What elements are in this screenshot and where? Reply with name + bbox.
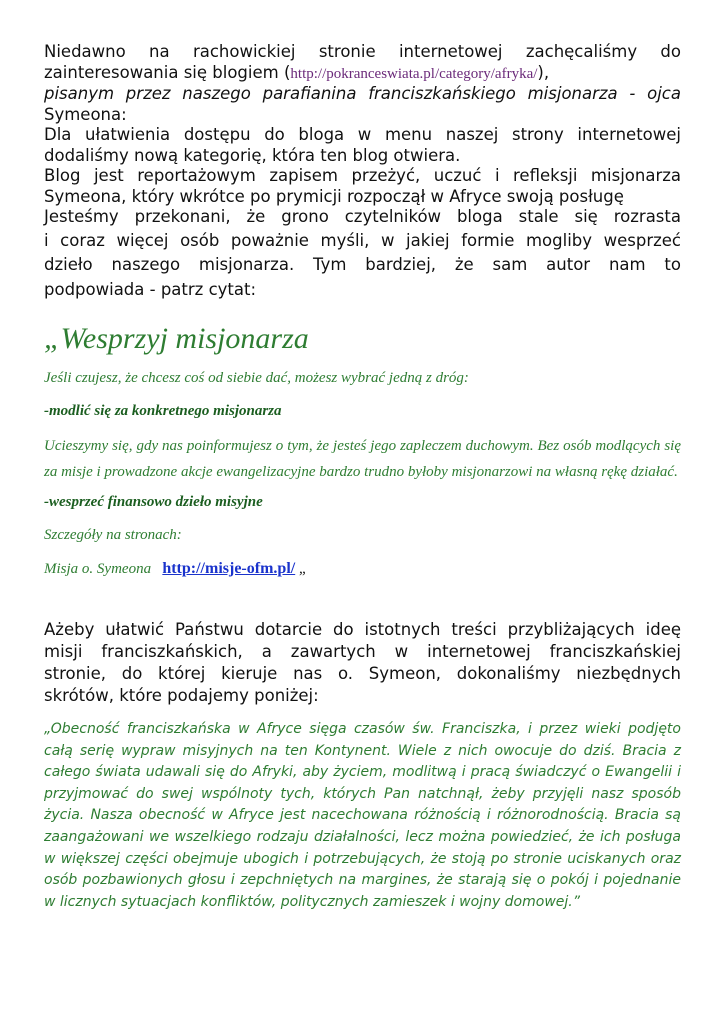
citation-lead: Jeśli czujesz, że chcesz coś od siebie dać, możesz wybrać jedną z dróg: (44, 370, 469, 386)
closing-quote-mark: „ (298, 561, 306, 577)
citation-title: „Wesprzyj misjonarza (44, 322, 309, 355)
intro-line-2 (44, 63, 681, 85)
intro-line-2-tail: ), (537, 62, 550, 82)
franciscan-quote: „Obecność franciszkańska w Afryce sięga czasów św. Franciszka, i przez wieki podjęto całą serię wypraw misyjnych na ten Kontynent. Wiele z nich owocuje do dziś. Bracia z całego świata udawali się do Afryki, aby życiem, modlitwą i pracą świadczyć o Ewangelii i przyjmować do swej wspólnoty tych, których Pan natchnął, żeby przyjęli nasz sposób życia. Nasza obecność w Afryce jest nacechowana różnością i różnorodnością. Bracia są zaangażowani we wszelkiego rodzaju działalności, lecz można powiedzieć, że ich posługa w większej części obejmuje ubogich i potrzebujących, że stoją po stronie uciskanych oraz osób pozbawionych głosu i zepchniętych na margines, że starają się o pokój i pojednanie w licznych sytuacjach konfliktów, politycznych zamieszek i wojny domowej.” (44, 721, 681, 910)
intro-line-2-text: zainteresowania się blogiem ( (44, 62, 291, 82)
mission-label: Misja o. Symeona (44, 561, 152, 577)
intro-line-4: Symeona: (44, 104, 127, 124)
section2-line-4: skrótów, które podajemy poniżej: (44, 686, 319, 705)
intro-line-10: i coraz więcej osób poważnie myśli, w jakiej formie mogliby wesprzeć (44, 230, 681, 250)
intro-line-7: Blog jest reportażowym zapisem przeżyć, uczuć i refleksji misjonarza (44, 166, 681, 185)
intro-line-11: dzieło naszego misjonarza. Tym bardziej, że sam autor nam to (44, 255, 681, 274)
option-prayer-text: Ucieszymy się, gdy nas poinformujesz o tym, że jesteś jego zapleczem duchowym. Bez osób modlących się za misje i prowadzone akcje ewangelizacyjne bardzo trudno byłoby misjonarzowi na własną rękę działać. (44, 438, 681, 480)
intro-paragraph (44, 42, 681, 300)
document-page (44, 42, 681, 913)
details-label: Szczegóły na stronach: (44, 527, 182, 543)
intro-line-5: Dla ułatwienia dostępu do bloga w menu naszej strony internetowej (44, 125, 681, 144)
option-prayer: -modlić się za konkretnego misjonarza (44, 403, 282, 419)
intro-line-1: Niedawno na rachowickiej stronie internetowej zachęcaliśmy do (44, 42, 681, 61)
intro-line-6: dodaliśmy nową kategorię, która ten blog otwiera. (44, 145, 461, 165)
section2-paragraph (44, 619, 681, 707)
intro-line-8: Symeona, który wkrótce po prymicji rozpoczął w Afryce swoją posługę (44, 186, 624, 206)
option-financial: -wesprzeć finansowo dzieło misyjne (44, 494, 263, 510)
section2-line-1: Ażeby ułatwić Państwu dotarcie do istotnych treści przybliżających ideę (44, 620, 681, 639)
intro-line-9: Jesteśmy przekonani, że grono czytelników bloga stale się rozrasta (44, 207, 681, 226)
section2-line-2: misji franciszkańskich, a zawartych w internetowej franciszkańskiej (44, 642, 681, 661)
intro-line-12: podpowiada - patrz cytat: (44, 279, 257, 299)
mission-line (44, 560, 681, 578)
blog-link[interactable]: http://pokranceswiata.pl/category/afryka/ (290, 65, 538, 82)
section2-line-3: stronie, do której kieruje nas o. Symeon, dokonaliśmy niezbędnych (44, 664, 681, 683)
mission-link[interactable]: http://misje-ofm.pl/ (162, 560, 296, 577)
intro-line-3: pisanym przez naszego parafianina franciszkańskiego misjonarza - ojca (44, 84, 681, 103)
